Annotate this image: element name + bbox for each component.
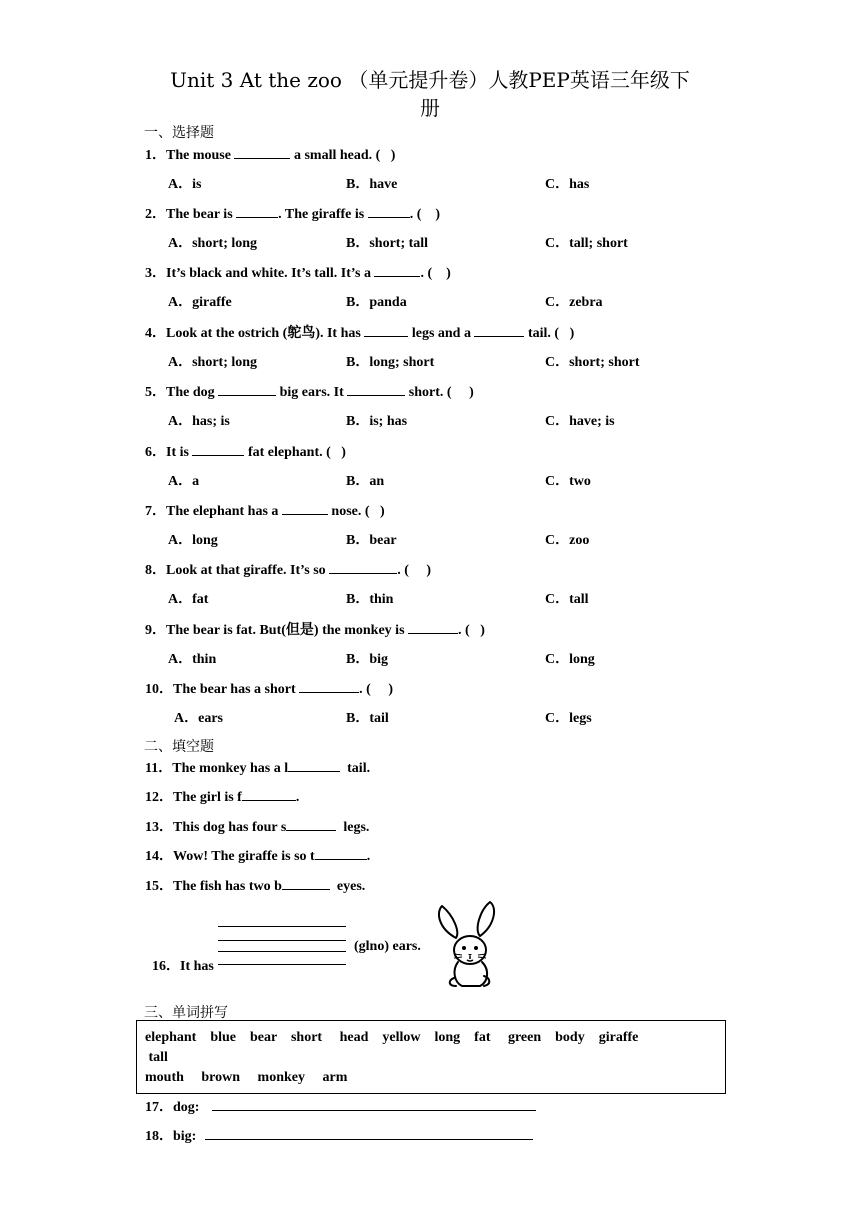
option-b[interactable]: B．short; tall	[346, 236, 429, 251]
option-a[interactable]: A．is	[168, 177, 202, 192]
answer-blank[interactable]	[236, 205, 278, 218]
answer-blank[interactable]	[282, 877, 330, 890]
answer-blank[interactable]	[286, 818, 336, 831]
question-8-text: 8．Look at that giraffe. It’s so . ( )	[145, 563, 432, 578]
answer-blank[interactable]	[242, 788, 296, 801]
option-a[interactable]: A．long	[168, 533, 218, 548]
option-a[interactable]: A．short; long	[168, 236, 258, 251]
question-6-text: 6．It is fat elephant. ( )	[145, 445, 346, 460]
question-11-text: 11．The monkey has a l tail.	[145, 761, 371, 776]
question-12-text: 12．The girl is f .	[145, 790, 300, 805]
answer-blank[interactable]	[474, 324, 524, 337]
question-16-hint: (glno) ears.	[354, 939, 421, 954]
section-heading-choice: 一、选择题	[144, 125, 214, 141]
word-bank-line: elephant blue bear short head yellow long fat green body giraffe	[145, 1030, 639, 1045]
option-b[interactable]: B．big	[346, 652, 389, 667]
option-c[interactable]: C．has	[545, 177, 590, 192]
option-c[interactable]: C．have; is	[545, 414, 615, 429]
question-9-text: 9．The bear is fat. But(但是) the monkey is . ( )	[145, 623, 485, 638]
option-b[interactable]: B．have	[346, 177, 398, 192]
question-4-text: 4．Look at the ostrich (鸵鸟). It has legs and a tail. ( )	[145, 326, 575, 341]
answer-blank[interactable]	[374, 264, 420, 277]
answer-blank[interactable]	[368, 205, 410, 218]
question-2-text: 2．The bear is . The giraffe is . ( )	[145, 207, 441, 222]
option-a[interactable]: A．short; long	[168, 355, 258, 370]
question-17-text: 17．dog:	[145, 1100, 200, 1115]
option-c[interactable]: C．two	[545, 474, 591, 489]
option-a[interactable]: A．fat	[168, 592, 209, 607]
answer-blank[interactable]	[282, 502, 328, 515]
option-b[interactable]: B．is; has	[346, 414, 408, 429]
page-title: Unit 3 At the zoo （单元提升卷）人教PEP英语三年级下 册	[170, 68, 690, 120]
answer-line[interactable]	[218, 940, 346, 941]
question-16-text: 16．It has	[152, 959, 214, 974]
word-bank-box	[136, 1020, 726, 1094]
answer-line[interactable]	[218, 951, 346, 952]
question-10-text: 10．The bear has a short . ( )	[145, 682, 393, 697]
answer-blank[interactable]	[347, 383, 405, 396]
option-c[interactable]: C．zebra	[545, 295, 603, 310]
word-bank-line: mouth brown monkey arm	[145, 1070, 348, 1085]
option-c[interactable]: C．short; short	[545, 355, 640, 370]
question-18-text: 18．big:	[145, 1129, 197, 1144]
option-c[interactable]: C．zoo	[545, 533, 590, 548]
question-3-text: 3．It’s black and white. It’s tall. It’s a . ( )	[145, 266, 451, 281]
answer-blank[interactable]	[288, 759, 340, 772]
option-c[interactable]: C．tall; short	[545, 236, 628, 251]
option-a[interactable]: A．thin	[168, 652, 217, 667]
question-7-text: 7．The elephant has a nose. ( )	[145, 504, 385, 519]
section-heading-spelling: 三、单词拼写	[144, 1005, 228, 1021]
option-b[interactable]: B．long; short	[346, 355, 435, 370]
answer-blank[interactable]	[192, 443, 244, 456]
option-b[interactable]: B．bear	[346, 533, 397, 548]
question-5-text: 5．The dog big ears. It short. ( )	[145, 385, 474, 400]
question-15-text: 15．The fish has two b eyes.	[145, 879, 366, 894]
answer-line[interactable]	[212, 1110, 536, 1111]
word-bank-line: tall	[145, 1050, 168, 1065]
option-b[interactable]: B．panda	[346, 295, 407, 310]
answer-blank[interactable]	[299, 680, 359, 693]
answer-blank[interactable]	[234, 146, 290, 159]
section-heading-fill: 二、填空题	[144, 739, 214, 755]
question-14-text: 14．Wow! The giraffe is so t .	[145, 849, 371, 864]
answer-blank[interactable]	[329, 561, 397, 574]
option-a[interactable]: A．ears	[174, 711, 223, 726]
answer-line[interactable]	[218, 964, 346, 965]
question-13-text: 13．This dog has four s legs.	[145, 820, 370, 835]
answer-blank[interactable]	[218, 383, 276, 396]
answer-blank[interactable]	[315, 847, 367, 860]
option-a[interactable]: A．a	[168, 474, 200, 489]
answer-blank[interactable]	[364, 324, 408, 337]
answer-line[interactable]	[218, 926, 346, 927]
answer-blank[interactable]	[408, 621, 458, 634]
option-b[interactable]: B．an	[346, 474, 385, 489]
question-1-text: 1．The mouse a small head. ( )	[145, 148, 396, 163]
option-a[interactable]: A．has; is	[168, 414, 230, 429]
rabbit-image	[434, 898, 506, 990]
option-c[interactable]: C．legs	[545, 711, 592, 726]
answer-line[interactable]	[205, 1139, 533, 1140]
option-b[interactable]: B．thin	[346, 592, 394, 607]
option-a[interactable]: A．giraffe	[168, 295, 232, 310]
option-c[interactable]: C．long	[545, 652, 595, 667]
option-c[interactable]: C．tall	[545, 592, 589, 607]
option-b[interactable]: B．tail	[346, 711, 389, 726]
